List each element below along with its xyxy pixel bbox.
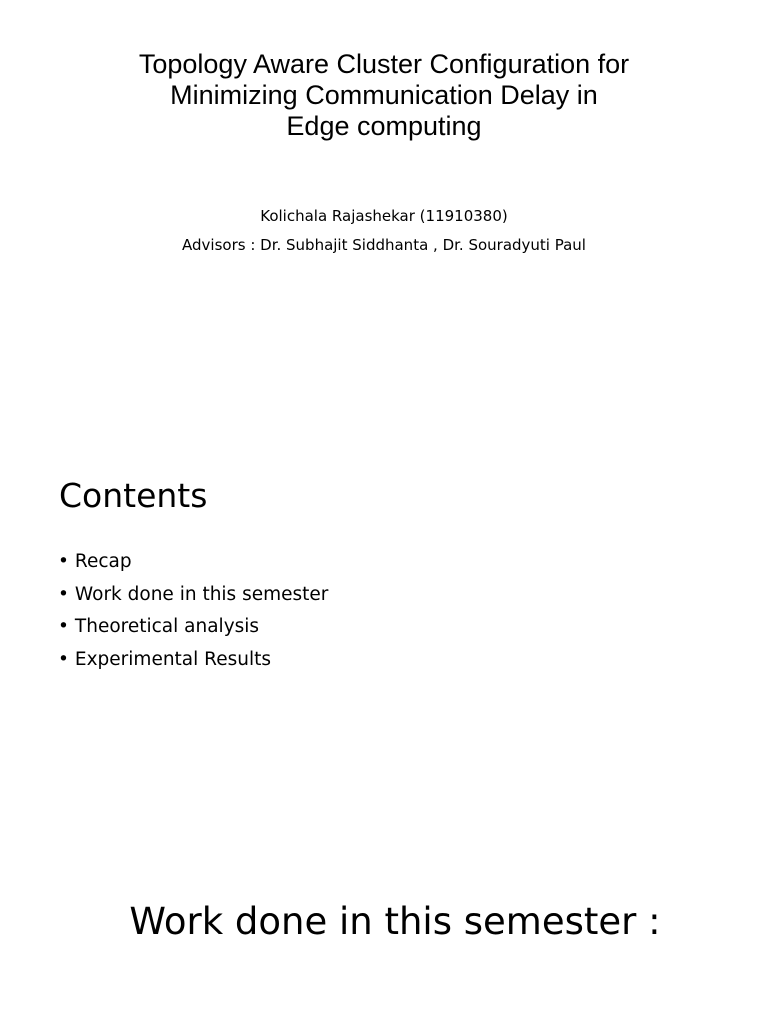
contents-list <box>58 548 328 678</box>
list-item <box>58 548 328 581</box>
list-item-text: Experimental Results <box>74 648 271 670</box>
list-item <box>58 613 328 646</box>
advisors-line: Advisors : Dr. Subhajit Siddhanta , Dr. Souradyuti Paul <box>182 236 586 254</box>
contents-heading: Contents <box>59 476 208 515</box>
bullet-icon: • <box>58 648 69 670</box>
author-line: Kolichala Rajashekar (11910380) <box>260 207 508 225</box>
list-item-text: Theoretical analysis <box>74 616 260 637</box>
slide-title-line: Minimizing Communication Delay in <box>170 80 598 110</box>
slide-title-line: Topology Aware Cluster Configuration for <box>138 49 630 79</box>
bullet-icon: • <box>58 551 69 572</box>
bullet-icon: • <box>58 616 69 637</box>
work-done-heading: Work done in this semester : <box>129 900 661 943</box>
list-item-text: Recap <box>74 551 132 572</box>
list-item-text: Work done in this semester <box>74 583 329 605</box>
bullet-icon: • <box>58 583 69 605</box>
list-item <box>58 581 328 614</box>
list-item <box>58 646 328 679</box>
slide-title-line: Edge computing <box>286 111 482 141</box>
slide-title <box>84 49 684 142</box>
